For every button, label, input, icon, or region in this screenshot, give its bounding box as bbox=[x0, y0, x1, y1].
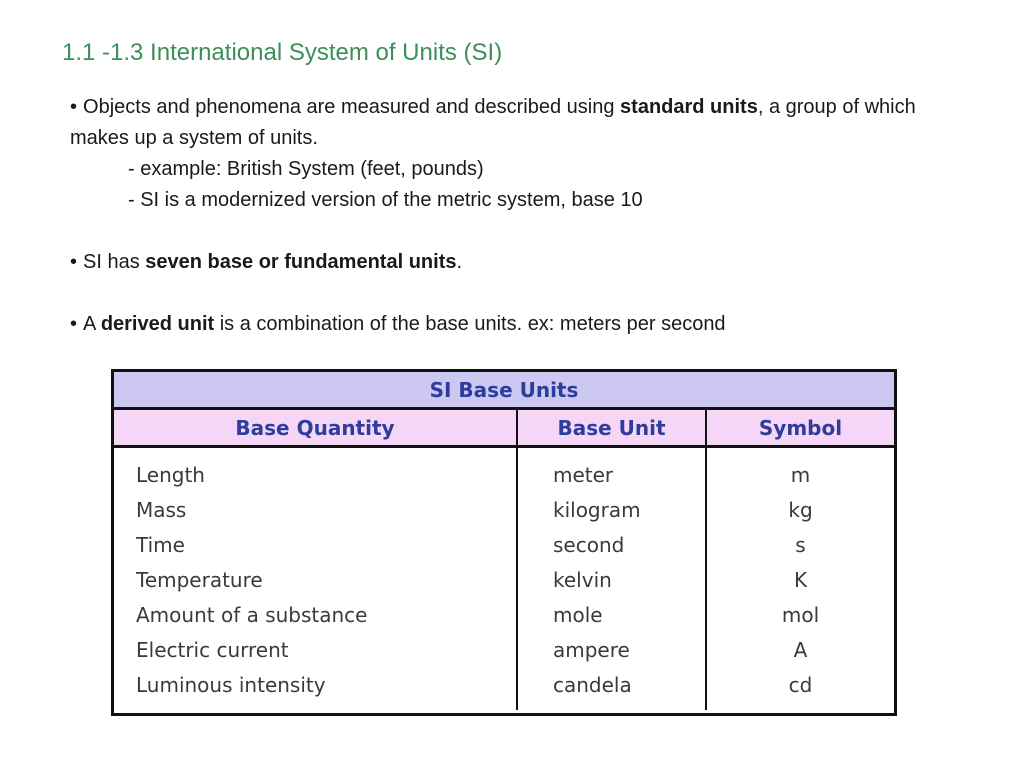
cell-unit: second bbox=[553, 533, 625, 557]
cell-quantity: Length bbox=[136, 463, 205, 487]
bullet-text-post: . bbox=[456, 251, 463, 273]
cell-symbol: A bbox=[793, 638, 808, 662]
header-base-unit: Base Unit bbox=[518, 410, 707, 445]
cell-unit: meter bbox=[553, 463, 614, 487]
bullet-text-pre: Objects and phenomena are measured and described using bbox=[83, 96, 621, 118]
column-symbol bbox=[707, 448, 894, 710]
cell-unit: ampere bbox=[553, 638, 630, 662]
bullet-dot: • bbox=[70, 96, 78, 118]
cell-quantity: Mass bbox=[136, 498, 187, 522]
cell-symbol: cd bbox=[788, 673, 813, 697]
cell-unit: candela bbox=[553, 673, 632, 697]
cell-symbol: mol bbox=[781, 603, 820, 627]
bullet-text-bold: seven base or fundamental units bbox=[145, 251, 457, 273]
bullet-dot: • bbox=[70, 251, 78, 273]
bullet-text-post: , a group of which makes up a system of units. bbox=[70, 96, 916, 149]
header-symbol: Symbol bbox=[758, 415, 843, 440]
sub-point-british-system: - example: British System (feet, pounds) bbox=[128, 158, 484, 180]
column-base-unit bbox=[518, 448, 707, 710]
table-body bbox=[114, 448, 894, 710]
sub-point-si-metric: - SI is a modernized version of the metric system, base 10 bbox=[128, 189, 643, 211]
cell-unit: kilogram bbox=[553, 498, 641, 522]
bullet-seven-base-units bbox=[70, 247, 970, 278]
header-base-quantity: Base Quantity bbox=[114, 410, 518, 445]
cell-symbol: s bbox=[795, 533, 806, 557]
cell-symbol: m bbox=[790, 463, 811, 487]
column-base-quantity bbox=[114, 448, 518, 710]
cell-unit: mole bbox=[553, 603, 603, 627]
bullet-text-pre: A bbox=[83, 313, 101, 335]
slide-body bbox=[70, 92, 970, 340]
cell-unit: kelvin bbox=[553, 568, 612, 592]
bullet-text-bold: standard units bbox=[620, 96, 758, 118]
bullet-text-pre: SI has bbox=[83, 251, 146, 273]
cell-quantity: Luminous intensity bbox=[136, 673, 326, 697]
si-base-units-table bbox=[111, 369, 897, 716]
cell-symbol: kg bbox=[788, 498, 813, 522]
bullet-derived-unit bbox=[70, 309, 970, 340]
cell-symbol: K bbox=[793, 568, 808, 592]
cell-quantity: Electric current bbox=[136, 638, 289, 662]
table-header-row bbox=[114, 410, 894, 448]
cell-quantity: Amount of a substance bbox=[136, 603, 368, 627]
cell-quantity: Time bbox=[136, 533, 185, 557]
bullet-standard-units bbox=[70, 92, 970, 154]
cell-quantity: Temperature bbox=[136, 568, 263, 592]
bullet-text-bold: derived unit bbox=[100, 313, 215, 335]
slide-title: 1.1 -1.3 International System of Units (SI) bbox=[62, 39, 503, 66]
table-caption: SI Base Units bbox=[114, 372, 894, 410]
bullet-dot: • bbox=[70, 313, 78, 335]
bullet-text-post: is a combination of the base units. ex: meters per second bbox=[214, 313, 726, 335]
